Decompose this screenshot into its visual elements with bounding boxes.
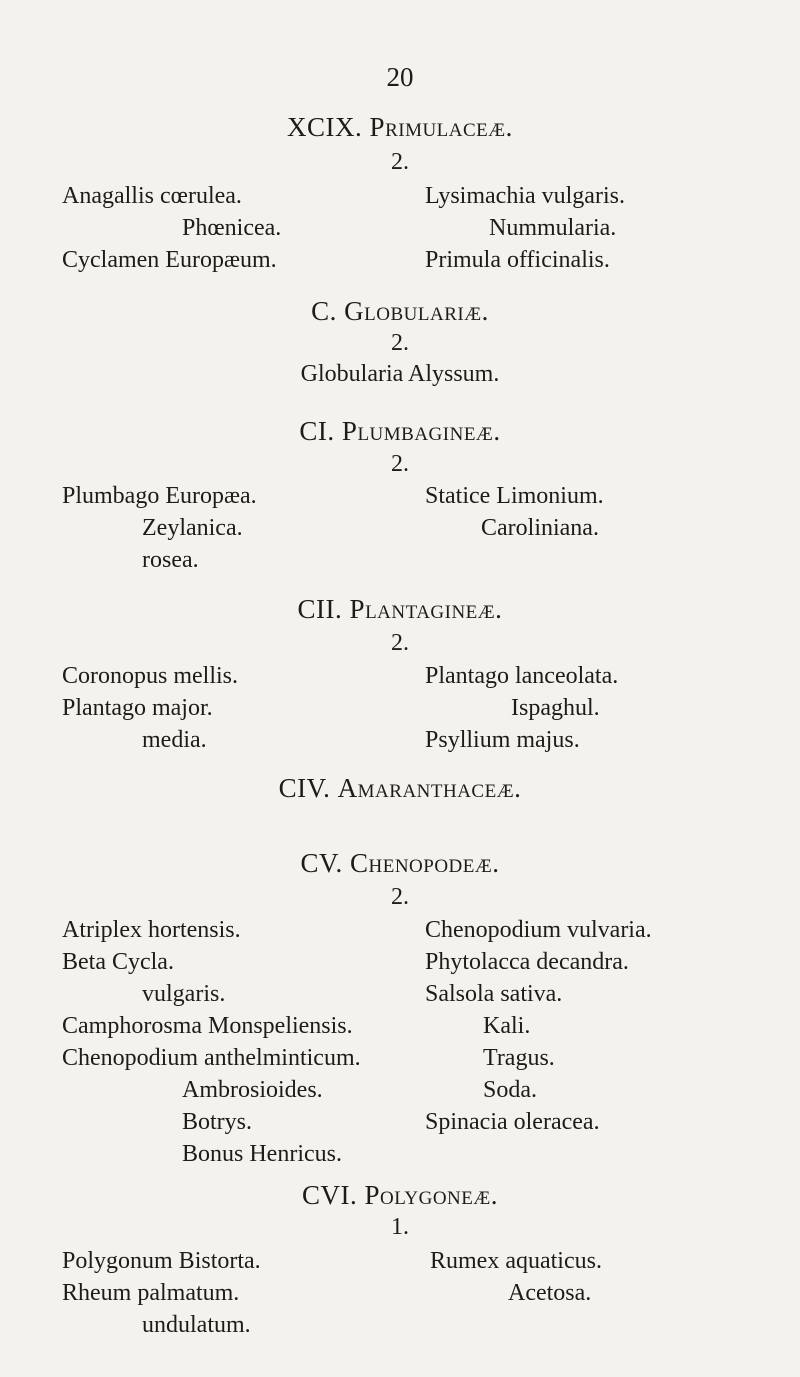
section-heading-primulaceae — [0, 112, 800, 143]
family-name: Plantagineæ. — [349, 594, 503, 624]
species-entry: Rheum palmatum. — [62, 1280, 240, 1306]
section-number: C. — [311, 296, 337, 326]
section-number: CVI. — [301, 1180, 358, 1210]
species-column-left — [62, 660, 238, 756]
family-name: Plumbagineæ. — [341, 416, 501, 446]
species-entry: media. — [142, 727, 207, 753]
section-subnumber: 2. — [391, 451, 409, 477]
species-entry: Polygonum Bistorta. — [62, 1248, 261, 1274]
section-number: CV. — [300, 848, 343, 878]
species-entry: Rumex aquaticus. — [430, 1248, 602, 1274]
species-entry: Coronopus mellis. — [62, 663, 239, 689]
species-entry: Plantago major. — [62, 695, 213, 721]
species-entry: Bonus Henricus. — [182, 1141, 342, 1167]
species-column-right — [425, 480, 604, 544]
section-subnumber: 2. — [391, 330, 409, 356]
species-entry: Beta Cycla. — [62, 949, 174, 975]
species-column-right — [425, 914, 652, 1138]
species-column-right — [425, 180, 625, 276]
family-name: Amaranthaceæ. — [337, 773, 522, 803]
species-entry: Botrys. — [182, 1109, 253, 1135]
section-subnumber: 2. — [391, 884, 409, 910]
section-heading-chenopodeae — [0, 848, 800, 879]
section-heading-plantagineae — [0, 594, 800, 625]
species-entry: Atriplex hortensis. — [62, 917, 241, 943]
species-column-right — [430, 1245, 602, 1309]
species-entry: Spinacia oleracea. — [425, 1109, 600, 1135]
species-entry: vulgaris. — [142, 981, 226, 1007]
species-entry: Phytolacca decandra. — [425, 949, 629, 975]
species-entry: Primula officinalis. — [425, 247, 610, 273]
section-subnumber: 2. — [391, 149, 409, 175]
section-number: CIV. — [278, 773, 331, 803]
section-number: CII. — [297, 594, 343, 624]
species-entry: Ambrosioides. — [182, 1077, 323, 1103]
section-subnumber: 1. — [391, 1214, 409, 1240]
section-heading-amaranthaceae — [0, 773, 800, 804]
species-entry: Anagallis cœrulea. — [62, 183, 242, 209]
species-entry: Plumbago Europæa. — [62, 483, 257, 509]
species-entry: Phœnicea. — [182, 215, 282, 241]
section-heading-polygoneae — [0, 1180, 800, 1211]
species-column-left — [62, 1245, 261, 1341]
species-entry: Salsola sativa. — [425, 981, 563, 1007]
species-entry: Lysimachia vulgaris. — [425, 183, 625, 209]
family-name: Polygoneæ. — [364, 1180, 499, 1210]
species-entry: Chenopodium vulvaria. — [425, 917, 652, 943]
species-entry: Acetosa. — [508, 1280, 592, 1306]
section-number: XCIX. — [287, 112, 363, 142]
species-entry: Caroliniana. — [481, 515, 599, 541]
species-column-right — [425, 660, 618, 756]
section-subnumber: 2. — [391, 630, 409, 656]
species-column-left — [62, 180, 281, 276]
family-name: Chenopodeæ. — [349, 848, 500, 878]
species-entry: Tragus. — [483, 1045, 555, 1071]
family-name: Primulaceæ. — [369, 112, 513, 142]
species-entry: Cyclamen Europæum. — [62, 247, 277, 273]
section-heading-globulariae — [0, 296, 800, 327]
species-entry: Nummularia. — [489, 215, 617, 241]
species-entry: Chenopodium anthelminticum. — [62, 1045, 361, 1071]
species-entry: Camphorosma Monspeliensis. — [62, 1013, 353, 1039]
section-number: CI. — [299, 416, 335, 446]
species-entry: rosea. — [142, 547, 199, 573]
species-entry: Globularia Alyssum. — [300, 361, 500, 387]
species-entry: Psyllium majus. — [425, 727, 580, 753]
species-entry: Zeylanica. — [142, 515, 243, 541]
page-number: 20 — [386, 62, 414, 92]
species-column-left — [62, 914, 361, 1170]
species-entry: Ispaghul. — [511, 695, 600, 721]
species-entry: Kali. — [483, 1013, 531, 1039]
species-entry: Statice Limonium. — [425, 483, 604, 509]
section-heading-plumbagineae — [0, 416, 800, 447]
species-entry: Plantago lanceolata. — [425, 663, 619, 689]
species-column-left — [62, 480, 257, 576]
species-entry: undulatum. — [142, 1312, 251, 1338]
family-name: Globulariæ. — [344, 296, 489, 326]
species-entry: Soda. — [483, 1077, 537, 1103]
